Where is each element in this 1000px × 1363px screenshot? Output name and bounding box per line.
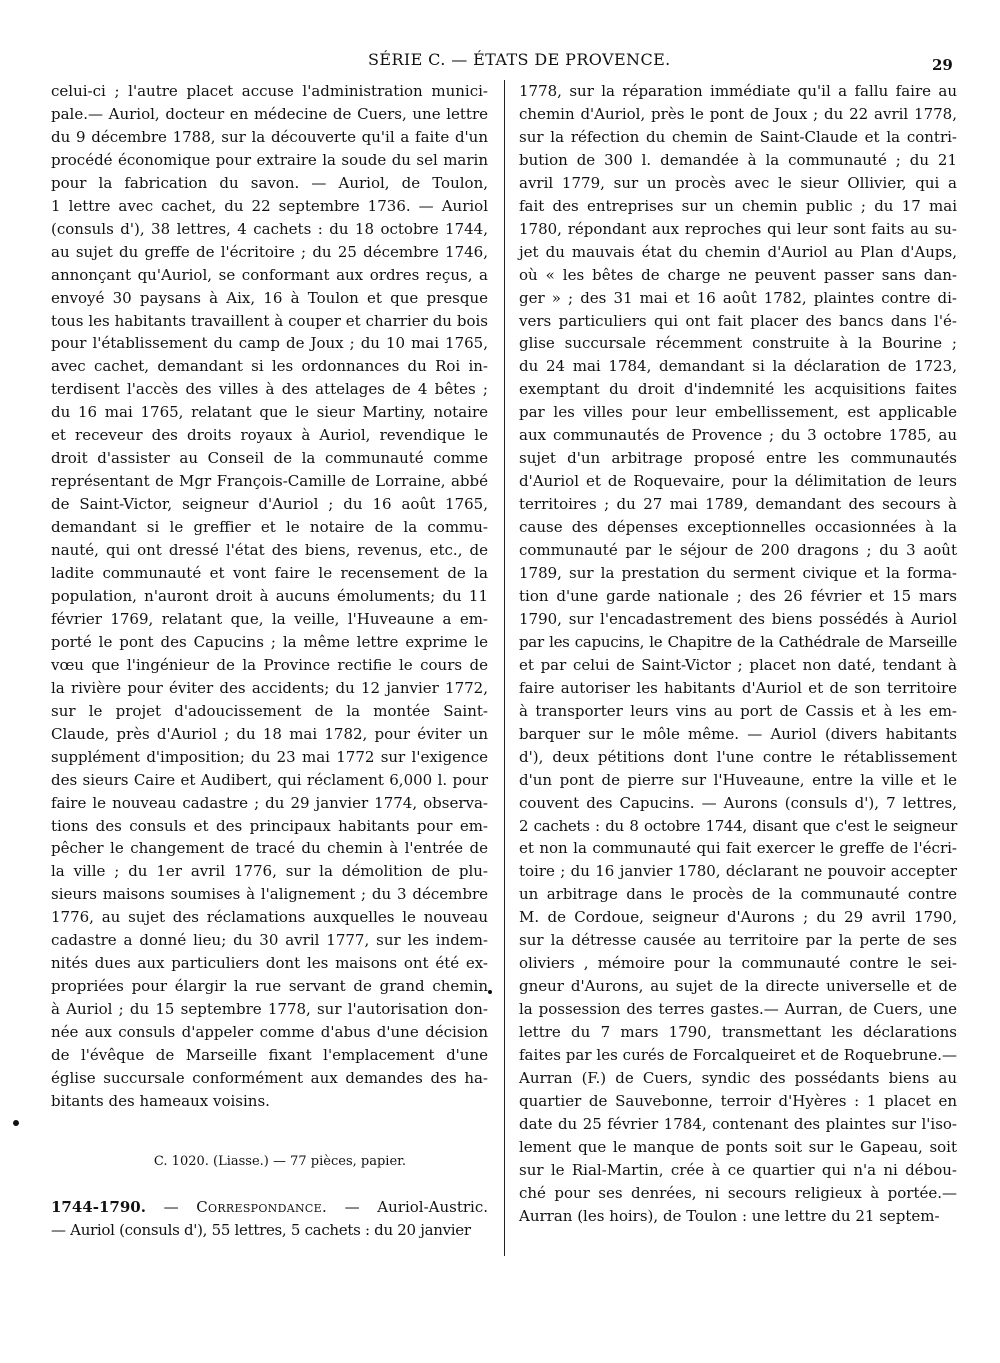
text-line: par les capucins, le Chapitre de la Cathédrale de Marseille <box>519 632 957 651</box>
text-line: ger » ; des 31 mai et 16 août 1782, plaintes contre di- <box>519 288 957 307</box>
text-line: supplément d'imposition; du 23 mai 1772 sur l'exigence <box>51 747 488 766</box>
text-line: aux communautés de Provence ; du 3 octobre 1785, au <box>519 426 957 445</box>
text-line: annonçant qu'Auriol, se conformant aux ordres reçus, a <box>51 265 488 284</box>
column-divider <box>504 80 505 1256</box>
text-line: ché pour ses denrées, ni secours religieux à portée.— <box>519 1183 957 1202</box>
text-line: faire autoriser les habitants d'Auriol et de son territoire <box>519 678 957 697</box>
text-line: Aurran (F.) de Cuers, syndic des possédants biens au <box>519 1068 957 1087</box>
text-line: nités dues aux particuliers dont les maisons ont été ex- <box>51 954 488 973</box>
text-line: envoyé 30 paysans à Aix, 16 à Toulon et que presque <box>51 288 488 307</box>
text-line: pour la fabrication du savon. — Auriol, de Toulon, <box>51 173 488 192</box>
text-line: pour l'établissement du camp de Joux ; du 10 mai 1765, <box>51 334 488 353</box>
text-line: faire le nouveau cadastre ; du 29 janvier 1774, observa- <box>51 793 488 812</box>
text-line: février 1769, relatant que, la veille, l'Huveaune a em- <box>51 609 488 628</box>
entry-heading <box>51 1196 488 1242</box>
text-line: gneur d'Aurons, au sujet de la directe universelle et de <box>519 977 957 996</box>
text-line: cadastre a donné lieu; du 30 avril 1777, sur les indem- <box>51 931 488 950</box>
text-line: à Auriol ; du 15 septembre 1778, sur l'autorisation don- <box>51 1000 488 1019</box>
right-column <box>519 80 957 1228</box>
text-line: ladite communauté et vont faire le recensement de la <box>51 564 488 583</box>
text-line: chemin d'Auriol, près le pont de Joux ; du 22 avril 1778, <box>519 104 957 123</box>
text-line: cause des dépenses exceptionnelles occasionnées à la <box>519 518 957 537</box>
text-line: 2 cachets : du 8 octobre 1744, disant que c'est le seigneur <box>519 816 957 835</box>
text-line: la ville ; du 1er avril 1776, sur la démolition de plu- <box>51 862 488 881</box>
text-line: lement que le manque de ponts soit sur le Gapeau, soit <box>519 1137 957 1156</box>
text-line: droit d'assister au Conseil de la communauté comme <box>51 449 488 468</box>
text-line: porté le pont des Capucins ; la même lettre exprime le <box>51 632 488 651</box>
record-notice: C. 1020. (Liasse.) — 77 pièces, papier. <box>153 1154 407 1169</box>
text-line: et par celui de Saint-Victor ; placet non daté, tendant à <box>519 655 957 674</box>
text-line: oliviers , mémoire pour la communauté contre le sei- <box>519 954 957 973</box>
entry-heading-title: Correspondance. <box>196 1198 328 1216</box>
text-line: nauté, qui ont dressé l'état des biens, revenus, etc., de <box>51 541 488 560</box>
text-line: jet du mauvais état du chemin d'Auriol au Plan d'Aups, <box>519 242 957 261</box>
text-line: vœu que l'ingénieur de la Province rectifie le cours de <box>51 655 488 674</box>
text-line: de Saint-Victor, seigneur d'Auriol ; du 16 août 1765, <box>51 495 488 514</box>
text-line: 1778, sur la réparation immédiate qu'il a fallu faire au <box>519 82 957 100</box>
text-line: sur le projet d'adoucissement de la montée Saint- <box>51 701 488 720</box>
entry-heading-line <box>51 1196 488 1219</box>
text-line: sur le Rial-Martin, crée à ce quartier qui n'a ni débou- <box>519 1160 957 1179</box>
running-header <box>0 50 1000 76</box>
ink-spot <box>13 1120 19 1126</box>
text-line: à transporter leurs vins au port de Cassis et à les em- <box>519 701 957 720</box>
text-line: des sieurs Caire et Audibert, qui réclament 6,000 l. pour <box>51 770 488 789</box>
text-line: sieurs maisons soumises à l'alignement ; du 3 décembre <box>51 885 488 904</box>
text-line: tous les habitants travaillent à couper et charrier du bois <box>51 311 488 330</box>
text-line: où « les bêtes de charge ne peuvent passer sans dan- <box>519 265 957 284</box>
text-line: M. de Cordoue, seigneur d'Aurons ; du 29 avril 1790, <box>519 908 957 927</box>
entry-heading-rest: — Auriol-Austric. <box>327 1198 488 1216</box>
page-title: SÉRIE C. — ÉTATS DE PROVENCE. <box>368 50 671 69</box>
entry-dash: — <box>145 1198 197 1216</box>
text-line: tion d'une garde nationale ; des 26 février et 15 mars <box>519 586 957 605</box>
text-line: née aux consuls d'appeler comme d'abus d'une décision <box>51 1023 488 1042</box>
text-line: pale.— Auriol, docteur en médecine de Cuers, une lettre <box>51 104 488 123</box>
text-line: sur la réfection du chemin de Saint-Claude et la contri- <box>519 127 957 146</box>
entry-line: — Auriol (consuls d'), 55 lettres, 5 cachets : du 20 janvier <box>51 1221 471 1239</box>
text-line: la possession des terres gastes.— Aurran, de Cuers, une <box>519 1000 957 1019</box>
text-line: avec cachet, demandant si les ordonnances du Roi in- <box>51 357 488 376</box>
text-line: barquer sur le môle même. — Auriol (divers habitants <box>519 724 957 743</box>
text-line: sur la détresse causée au territoire par la perte de ses <box>519 931 957 950</box>
text-line: demandant si le greffier et le notaire de la commu- <box>51 518 488 537</box>
text-line: 1789, sur la prestation du serment civique et la forma- <box>519 564 957 583</box>
entry-date-range: 1744-1790. <box>51 1198 146 1216</box>
page-number: 29 <box>932 56 953 74</box>
text-line: population, n'auront droit à aucuns émoluments; du 11 <box>51 586 488 605</box>
text-line: et non la communauté qui fait exercer le greffe de l'écri- <box>519 839 957 858</box>
text-line: et receveur des droits royaux à Auriol, revendique le <box>51 426 488 445</box>
text-line: du 16 mai 1765, relatant que le sieur Martiny, notaire <box>51 403 488 422</box>
text-line: propriées pour élargir la rue servant de grand chemin <box>51 977 488 996</box>
text-line: Claude, près d'Auriol ; du 18 mai 1782, pour éviter un <box>51 724 488 743</box>
text-line: 1 lettre avec cachet, du 22 septembre 1736. — Auriol <box>51 196 488 215</box>
text-line: bitants des hameaux voisins. <box>51 1091 270 1110</box>
ink-spot <box>488 990 492 994</box>
text-line: (consuls d'), 38 lettres, 4 cachets : du 18 octobre 1744, <box>51 219 488 238</box>
text-line: d'Auriol et de Roquevaire, pour la délimitation de leurs <box>519 472 957 491</box>
text-line: fait des entreprises sur un chemin public ; du 17 mai <box>519 196 957 215</box>
text-line: tions des consuls et des principaux habitants pour em- <box>51 816 488 835</box>
text-line: faites par les curés de Forcalqueiret et de Roquebrune.— <box>519 1046 957 1065</box>
text-line: 1780, répondant aux reproches qui leur sont faits au su- <box>519 219 957 238</box>
text-line: procédé économique pour extraire la soude du sel marin <box>51 150 488 169</box>
text-line: celui-ci ; l'autre placet accuse l'administration munici- <box>51 82 488 100</box>
text-line: exemptant du droit d'indemnité les acquisitions faites <box>519 380 957 399</box>
text-line: du 24 mai 1784, demandant si la déclaration de 1723, <box>519 357 957 376</box>
text-line: 1776, au sujet des réclamations auxquelles le nouveau <box>51 908 488 927</box>
text-line: un arbitrage dans le procès de la communauté contre <box>519 885 957 904</box>
text-line: église succursale conformément aux demandes des ha- <box>51 1068 488 1087</box>
text-line: d'un pont de pierre sur l'Huveaune, entre la ville et le <box>519 770 957 789</box>
text-line: représentant de Mgr François-Camille de Lorraine, abbé <box>51 472 488 491</box>
text-line: vers particuliers qui ont fait placer des bancs dans l'é- <box>519 311 957 330</box>
text-line: sujet d'un arbitrage proposé entre les communautés <box>519 449 957 468</box>
text-line: lettre du 7 mars 1790, transmettant les déclarations <box>519 1023 957 1042</box>
text-line: quartier de Sauvebonne, terroir d'Hyères : 1 placet en <box>519 1091 957 1110</box>
text-line: bution de 300 l. demandée à la communauté ; du 21 <box>519 150 957 169</box>
text-line: Aurran (les hoirs), de Toulon : une lettre du 21 septem- <box>519 1206 940 1225</box>
left-column <box>51 80 488 1113</box>
text-line: d'), deux pétitions dont l'une contre le rétablissement <box>519 747 957 766</box>
text-line: toire ; du 16 janvier 1780, déclarant ne pouvoir accepter <box>519 862 957 881</box>
text-line: du 9 décembre 1788, sur la découverte qu'il a faite d'un <box>51 127 488 146</box>
text-line: territoires ; du 27 mai 1789, demandant des secours à <box>519 495 957 514</box>
text-line: pêcher le changement de tracé du chemin à l'entrée de <box>51 839 488 858</box>
text-line: au sujet du greffe de l'écritoire ; du 25 décembre 1746, <box>51 242 488 261</box>
text-line: la rivière pour éviter des accidents; du 12 janvier 1772, <box>51 678 488 697</box>
text-line: date du 25 février 1784, contenant des plaintes sur l'iso- <box>519 1114 957 1133</box>
text-line: terdisent l'accès des villes à des attelages de 4 bêtes ; <box>51 380 488 399</box>
text-line: avril 1779, sur un procès avec le sieur Ollivier, qui a <box>519 173 957 192</box>
text-line: communauté par le séjour de 200 dragons ; du 3 août <box>519 541 957 560</box>
text-line: 1790, sur l'encadastrement des biens possédés à Auriol <box>519 609 957 628</box>
text-line: de l'évêque de Marseille fixant l'emplacement d'une <box>51 1046 488 1065</box>
text-line: couvent des Capucins. — Aurons (consuls d'), 7 lettres, <box>519 793 957 812</box>
text-line: par les villes pour leur embellissement, est applicable <box>519 403 957 422</box>
text-line: glise succursale récemment construite à la Bourine ; <box>519 334 957 353</box>
